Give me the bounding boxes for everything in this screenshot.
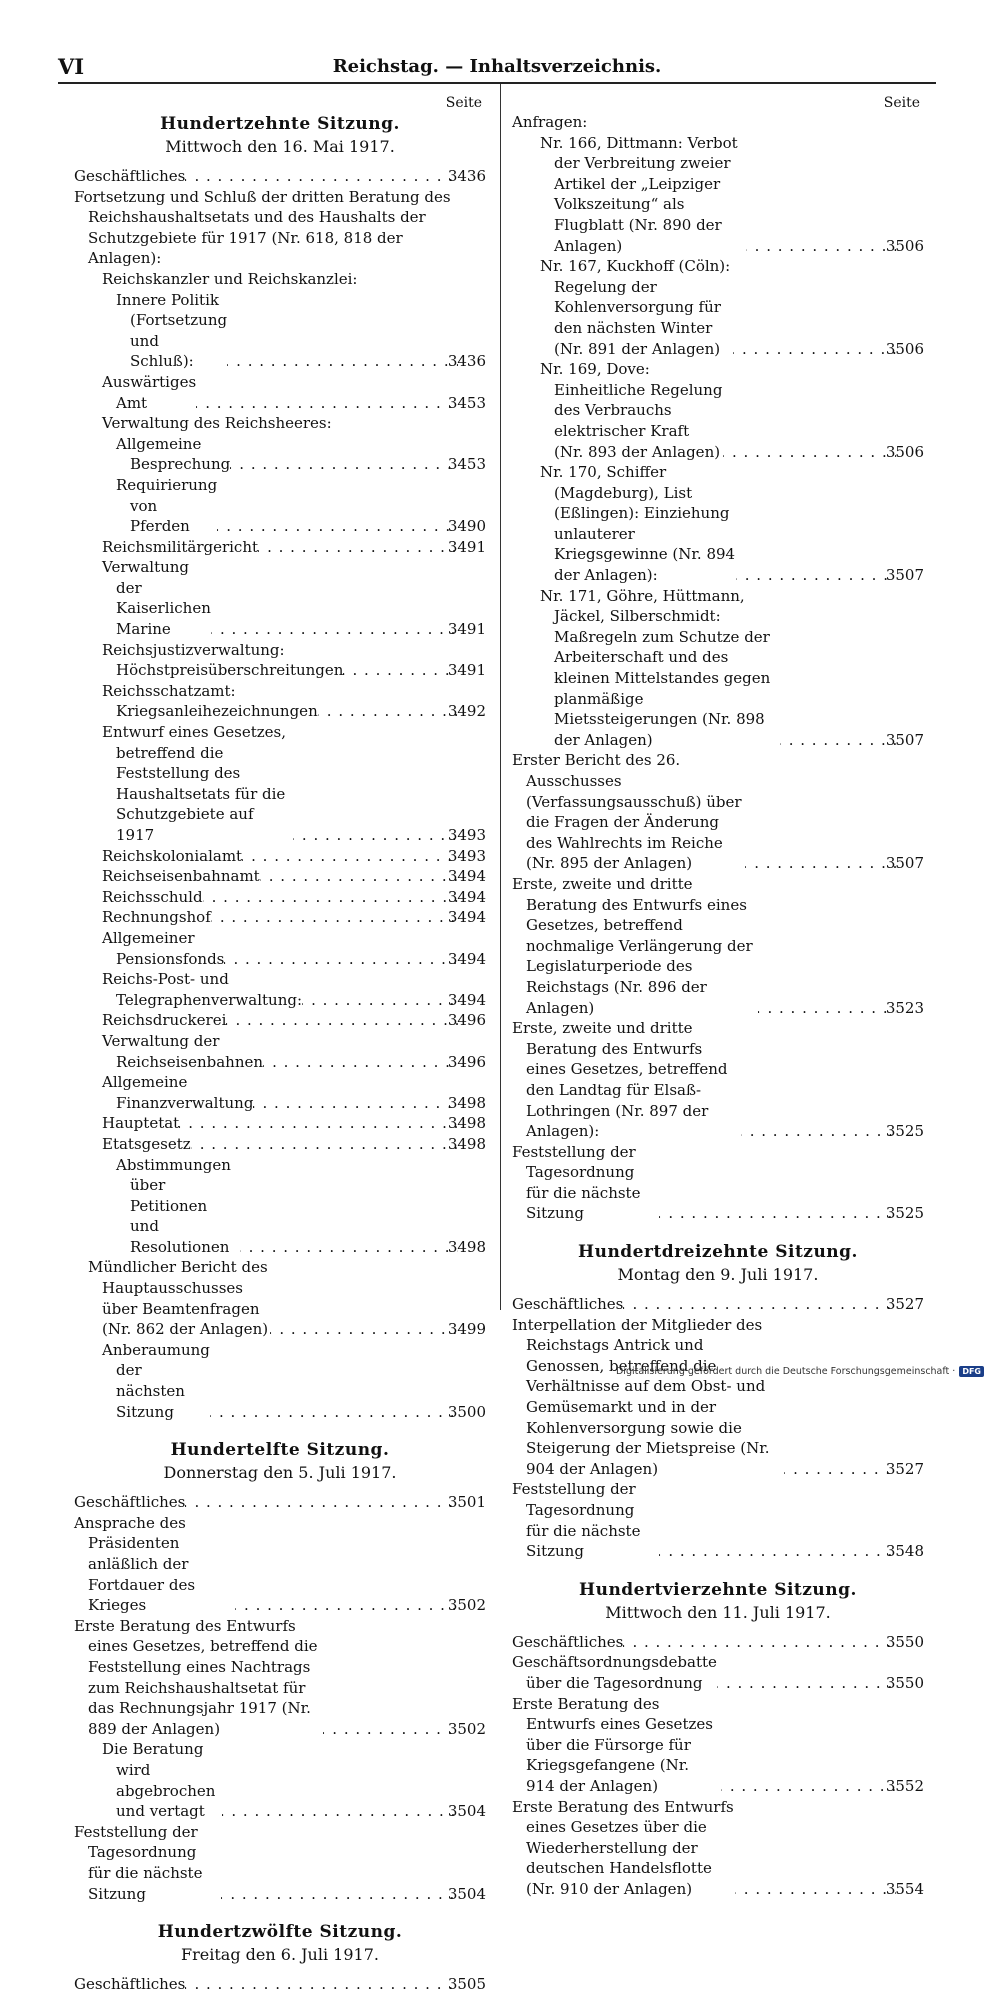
toc-entry xyxy=(512,874,924,1018)
entry-page-number: 3492 xyxy=(447,702,486,721)
entry-page-number: 3494 xyxy=(447,887,486,906)
entry-page-number: 3502 xyxy=(447,1596,486,1615)
dot-leader xyxy=(293,825,458,846)
dot-leader xyxy=(227,351,458,372)
entry-text: Nr. 171, Göhre, Hüttmann, Jäckel, Silberschmidt: Maßregeln zum Schutze der Arbeiterschaft und des kleinen Mittelstandes gegen planmäßige Mietssteigerungen (Nr. 898 der Anlagen) xyxy=(540,586,771,749)
dot-leader xyxy=(226,1010,457,1031)
header-rule xyxy=(58,82,936,84)
toc-entry xyxy=(74,969,486,1010)
session-heading: Hundertvierzehnte Sitzung. xyxy=(579,1579,857,1600)
toc-entry xyxy=(74,1257,486,1339)
entry-page-number: 3505 xyxy=(447,1975,486,1994)
toc-entry xyxy=(74,413,486,434)
toc-entry xyxy=(74,701,486,722)
toc-entry xyxy=(512,1479,924,1561)
entry-text: Interpellation der Mitglieder des Reichstags Antrick und Genossen, betreffend die Verhältnisse auf dem Obst- und Gemüsemarkt und in der Kohlenversorgung sowie die Steigerung der Mietspreise (Nr. 904 der Anlagen) xyxy=(512,1315,770,1478)
dot-leader xyxy=(185,1974,457,1995)
session-date: Donnerstag den 5. Juli 1917. xyxy=(163,1463,397,1483)
dot-leader xyxy=(723,442,896,463)
entry-page-number: 3498 xyxy=(447,1093,486,1112)
session-date: Freitag den 6. Juli 1917. xyxy=(181,1945,379,1965)
dot-leader xyxy=(242,846,458,867)
entry-text: Mündlicher Bericht des Hauptausschusses über Beamtenfragen (Nr. 862 der Anlagen) xyxy=(88,1258,269,1339)
entry-text: Nr. 169, Dove: Einheitliche Regelung des Verbrauchs elektrischer Kraft (Nr. 893 der Anlagen) xyxy=(540,360,723,461)
dot-leader xyxy=(222,1801,458,1822)
dot-leader xyxy=(211,619,458,640)
toc-entry xyxy=(512,359,924,462)
toc-entry xyxy=(74,1340,486,1422)
dot-leader xyxy=(343,660,457,681)
toc-entry xyxy=(512,586,924,751)
entry-text: Feststellung der Tagesordnung für die nächste Sitzung xyxy=(74,1822,203,1903)
entry-page-number: 3506 xyxy=(885,339,924,358)
toc-entry xyxy=(74,1031,486,1072)
toc-entry xyxy=(512,1632,924,1653)
entry-text: Erste, zweite und dritte Beratung des Entwurfs eines Gesetzes, betreffend nochmalige Verlängerung der Legislaturperiode des Reichstags (Nr. 896 der Anlagen) xyxy=(512,874,753,1017)
toc-entry xyxy=(74,866,486,887)
right-column xyxy=(512,94,924,1900)
dot-leader xyxy=(235,1595,458,1616)
entry-text: Reichsjustizverwaltung: xyxy=(102,640,285,659)
toc-entry xyxy=(74,660,486,681)
toc-entry xyxy=(74,907,486,928)
entry-text: Innere Politik (Fortsetzung und Schluß): xyxy=(116,290,228,371)
dot-leader xyxy=(741,1121,896,1142)
entry-text: Nr. 166, Dittmann: Verbot der Verbreitung zweier Artikel der „Leipziger Volkszeitung“ als Flugblatt (Nr. 890 der Anlagen) xyxy=(540,133,738,255)
dot-leader xyxy=(185,166,457,187)
entry-page-number: 3523 xyxy=(885,998,924,1017)
dot-leader xyxy=(784,1459,896,1480)
toc-entry xyxy=(74,269,486,290)
toc-entry xyxy=(74,187,486,269)
dot-leader xyxy=(717,1673,896,1694)
column-divider xyxy=(500,84,501,1310)
toc-entry xyxy=(74,434,486,475)
entry-text: Allgemeiner Pensionsfonds xyxy=(102,928,225,968)
entry-page-number: 3496 xyxy=(447,1052,486,1071)
seite-label: Seite xyxy=(883,95,920,111)
dot-leader xyxy=(253,1093,457,1114)
entry-text: Reichsdruckerei xyxy=(102,1011,227,1030)
toc-entry xyxy=(512,750,924,874)
entry-page-number: 3453 xyxy=(447,393,486,412)
dot-leader xyxy=(659,1541,896,1562)
toc-entry xyxy=(74,166,486,187)
dot-leader xyxy=(191,1134,458,1155)
entry-text: Verwaltung der Kaiserlichen Marine xyxy=(102,558,211,639)
dfg-logo: DFG xyxy=(959,1366,984,1377)
entry-text: Reichskanzler und Reichskanzlei: xyxy=(102,269,358,288)
entry-text: Erste Beratung des Entwurfs eines Gesetzes über die Wiederherstellung der deutschen Handelsflotte (Nr. 910 der Anlagen) xyxy=(512,1797,734,1898)
toc-entry xyxy=(74,1513,486,1616)
toc-entry xyxy=(74,846,486,867)
entry-page-number: 3496 xyxy=(447,1011,486,1030)
session-heading: Hundertzwölfte Sitzung. xyxy=(157,1922,403,1943)
entry-page-number: 3507 xyxy=(885,566,924,585)
dot-leader xyxy=(758,998,895,1019)
entry-text: Etatsgesetz xyxy=(102,1134,191,1153)
entry-text: Requirierung von Pferden xyxy=(116,475,218,536)
dot-leader xyxy=(217,516,458,537)
entry-text: Geschäftliches xyxy=(74,167,186,185)
entry-text: Rechnungshof xyxy=(102,908,211,927)
entry-text: Nr. 167, Kuckhoff (Cöln): Regelung der Kohlenversorgung für den nächsten Winter (Nr. 891 der Anlagen) xyxy=(540,257,731,358)
entry-page-number: 3527 xyxy=(885,1459,924,1478)
toc-entry xyxy=(74,537,486,558)
dot-leader xyxy=(735,1879,896,1900)
entry-page-number: 3506 xyxy=(885,236,924,255)
toc-entry xyxy=(512,1018,924,1142)
entry-page-number: 3550 xyxy=(885,1632,924,1651)
dot-leader xyxy=(623,1294,895,1315)
entry-page-number: 3506 xyxy=(885,442,924,461)
entry-page-number: 3552 xyxy=(885,1776,924,1795)
dot-leader xyxy=(659,1203,896,1224)
entry-text: Erste, zweite und dritte Beratung des Entwurfs eines Gesetzes, betreffend den Landtag für Elsaß-Lothringen (Nr. 897 der Anlagen): xyxy=(512,1019,728,1141)
entry-text: Anfragen: xyxy=(512,113,588,131)
entry-page-number: 3493 xyxy=(447,826,486,844)
entry-page-number: 3500 xyxy=(447,1402,486,1421)
entry-page-number: 3550 xyxy=(885,1673,924,1692)
session-date: Montag den 9. Juli 1917. xyxy=(617,1265,819,1285)
entry-text: Höchstpreisüberschreitungen xyxy=(116,661,344,680)
entry-page-number: 3491 xyxy=(447,537,486,556)
entry-page-number: 3490 xyxy=(447,517,486,536)
dot-leader xyxy=(721,1776,896,1797)
entry-text: Fortsetzung und Schluß der dritten Beratung des Reichshaushaltsetats und des Haushalts der Schutzgebiete für 1917 (Nr. 618, 818 der Anlagen): xyxy=(74,187,451,268)
footer-credit xyxy=(616,1366,984,1377)
entry-text: Abstimmungen über Petitionen und Resolutionen xyxy=(116,1155,231,1256)
entry-text: Nr. 170, Schiffer (Magdeburg), List (Eßlingen): Einziehung unlauterer Kriegsgewinne (Nr. 894 der Anlagen): xyxy=(540,463,736,585)
toc-entry xyxy=(512,1315,924,1480)
entry-page-number: 3525 xyxy=(885,1204,924,1223)
dot-leader xyxy=(733,339,896,360)
dot-leader xyxy=(221,1884,458,1905)
entry-page-number: 3493 xyxy=(447,846,486,865)
toc-entry xyxy=(74,1822,486,1904)
entry-text: Erste Beratung des Entwurfs eines Gesetzes über die Fürsorge für Kriegsgefangene (Nr. 914 der Anlagen) xyxy=(512,1694,713,1795)
toc-entry xyxy=(512,1797,924,1900)
dot-leader xyxy=(196,393,458,414)
dot-leader xyxy=(224,949,457,970)
session-date: Mittwoch den 11. Juli 1917. xyxy=(605,1602,831,1622)
entry-page-number: 3507 xyxy=(885,730,924,749)
entry-page-number: 3491 xyxy=(447,661,486,680)
entry-text: Erste Beratung des Entwurfs eines Gesetzes, betreffend die Feststellung eines Nachtrags zum Reichshaushaltsetat für das Rechnungsjahr 1917 (Nr. 889 der Anlagen) xyxy=(74,1616,318,1738)
entry-text: Erster Bericht des 26. Ausschusses (Verfassungsausschuß) über die Fragen der Änderung des Wahlrechts im Reiche (Nr. 895 der Anlagen) xyxy=(512,751,742,873)
entry-text: Verwaltung der Reichseisenbahnen xyxy=(102,1031,264,1071)
entry-page-number: 3491 xyxy=(447,620,486,639)
entry-text: Reichsschatzamt: xyxy=(102,681,236,700)
toc-entry xyxy=(74,887,486,908)
entry-text: Allgemeine Finanzverwaltung xyxy=(102,1073,254,1112)
toc-entry xyxy=(512,462,924,586)
toc-entry xyxy=(512,112,924,133)
footer-text: Digitalisierung gefördert durch die Deutsche Forschungsgemeinschaft · xyxy=(615,1366,956,1377)
entry-text: Geschäftliches xyxy=(512,1632,624,1651)
entry-text: Anberaumung der nächsten Sitzung xyxy=(102,1340,210,1421)
entry-text: Kriegsanleihezeichnungen xyxy=(116,702,318,721)
dot-leader xyxy=(203,887,458,908)
entry-page-number: 3527 xyxy=(885,1295,924,1314)
toc-entry xyxy=(74,1739,486,1821)
dot-leader xyxy=(302,990,458,1011)
entry-page-number: 3554 xyxy=(885,1879,924,1898)
toc-entry xyxy=(74,557,486,639)
entry-text: Feststellung der Tagesordnung für die nächste Sitzung xyxy=(512,1142,641,1223)
dot-leader xyxy=(258,537,458,558)
dot-leader xyxy=(623,1632,895,1653)
toc-entry xyxy=(74,1155,486,1258)
dot-leader xyxy=(323,1719,458,1740)
entry-page-number: 3507 xyxy=(885,854,924,873)
entry-page-number: 3504 xyxy=(447,1884,486,1903)
entry-text: Reichsschuld xyxy=(102,887,203,906)
toc-entry xyxy=(74,640,486,661)
entry-text: Allgemeine Besprechung xyxy=(116,434,231,474)
toc-entry xyxy=(74,372,486,413)
toc-entry xyxy=(512,1694,924,1797)
entry-text: Geschäftliches xyxy=(74,1975,186,1994)
entry-text: Entwurf eines Gesetzes, betreffend die Feststellung des Haushaltsetats für die Schutzgebiete auf 1917 xyxy=(102,723,287,844)
entry-page-number: 3499 xyxy=(447,1320,486,1339)
entry-text: Auswärtiges Amt xyxy=(102,372,197,412)
dot-leader xyxy=(230,454,458,475)
entry-page-number: 3494 xyxy=(447,867,486,886)
dot-leader xyxy=(270,1319,458,1340)
page-number: VI xyxy=(58,54,85,79)
entry-page-number: 3494 xyxy=(447,949,486,968)
toc-entry xyxy=(512,1142,924,1224)
entry-page-number: 3436 xyxy=(447,167,486,185)
toc-entry xyxy=(74,1134,486,1155)
toc-entry xyxy=(74,290,486,372)
dot-leader xyxy=(736,565,896,586)
entry-text: Verwaltung des Reichsheeres: xyxy=(102,414,332,433)
session-heading: Hundertzehnte Sitzung. xyxy=(160,114,400,134)
entry-text: Geschäftsordnungsdebatte über die Tagesordnung xyxy=(512,1653,717,1692)
toc-entry xyxy=(74,722,486,846)
entry-page-number: 3498 xyxy=(447,1114,486,1133)
dot-leader xyxy=(260,866,458,887)
entry-page-number: 3453 xyxy=(447,455,486,474)
entry-page-number: 3494 xyxy=(447,990,486,1009)
entry-text: Reichskolonialamt xyxy=(102,846,243,865)
entry-page-number: 3436 xyxy=(447,352,486,371)
toc-entry xyxy=(74,1492,486,1513)
entry-text: Geschäftliches xyxy=(512,1295,624,1314)
toc-entry xyxy=(74,1616,486,1740)
dot-leader xyxy=(318,701,458,722)
entry-text: Die Beratung wird abgebrochen und vertagt xyxy=(102,1740,216,1821)
entry-text: Geschäftliches xyxy=(74,1493,186,1512)
seite-label: Seite xyxy=(445,95,482,111)
toc-entry xyxy=(74,1010,486,1031)
left-column xyxy=(74,94,486,1995)
toc-entry xyxy=(74,681,486,702)
dot-leader xyxy=(780,730,896,751)
dot-leader xyxy=(240,1237,458,1258)
session-heading: Hundertelfte Sitzung. xyxy=(170,1440,390,1461)
toc-entry xyxy=(74,475,486,537)
toc-entry xyxy=(74,1113,486,1134)
entry-page-number: 3498 xyxy=(447,1134,486,1153)
dot-leader xyxy=(185,1492,457,1513)
entry-text: Reichsmilitärgericht xyxy=(102,537,259,556)
running-title: Reichstag. — Inhaltsverzeichnis. xyxy=(332,56,662,77)
toc-entry xyxy=(512,256,924,359)
session-date: Mittwoch den 16. Mai 1917. xyxy=(165,137,395,156)
entry-text: Ansprache des Präsidenten anläßlich der Fortdauer des Krieges xyxy=(74,1513,196,1615)
toc-entry xyxy=(74,1072,486,1113)
toc-entry xyxy=(74,1974,486,1995)
session-heading: Hundertdreizehnte Sitzung. xyxy=(578,1242,858,1263)
dot-leader xyxy=(179,1113,458,1134)
entry-page-number: 3548 xyxy=(885,1542,924,1561)
entry-text: Feststellung der Tagesordnung für die nächste Sitzung xyxy=(512,1480,641,1561)
entry-page-number: 3502 xyxy=(447,1719,486,1738)
entry-text: Hauptetat xyxy=(102,1114,180,1133)
toc-entry xyxy=(512,133,924,257)
running-header xyxy=(58,52,936,82)
entry-page-number: 3494 xyxy=(447,908,486,927)
dot-leader xyxy=(210,1402,458,1423)
toc-entry xyxy=(512,1294,924,1315)
entry-page-number: 3498 xyxy=(447,1237,486,1256)
dot-leader xyxy=(263,1052,458,1073)
entry-page-number: 3525 xyxy=(885,1122,924,1141)
entry-text: Reichs-Post- und Telegraphenverwaltung: xyxy=(102,970,303,1009)
entry-text: Reichseisenbahnamt xyxy=(102,867,260,886)
dot-leader xyxy=(745,853,896,874)
toc-entry xyxy=(512,1652,924,1693)
dot-leader xyxy=(211,907,458,928)
toc-entry xyxy=(74,928,486,969)
dot-leader xyxy=(746,236,896,257)
entry-page-number: 3501 xyxy=(447,1493,486,1512)
entry-page-number: 3504 xyxy=(447,1802,486,1821)
